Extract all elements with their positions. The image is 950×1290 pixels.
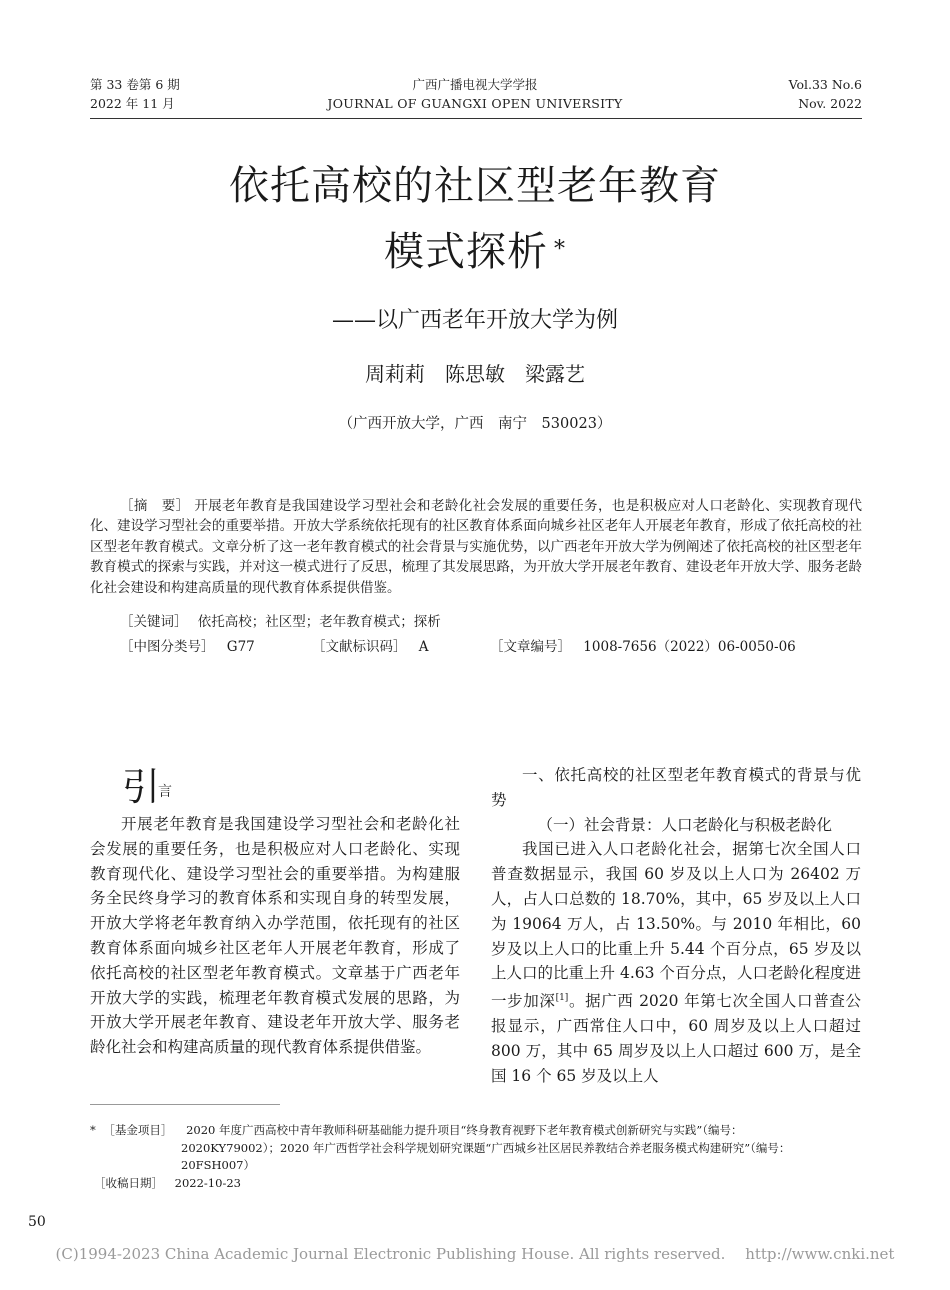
received-line <box>90 1175 862 1193</box>
section1-text-b: 。据广西 2020 年第七次全国人口普查公报显示，广西常住人口中，60 周岁及以上人口超过 800 万，其中 65 周岁及以上人口超过 600 万，是全国 16 个 65 岁及以上人 <box>491 992 861 1085</box>
footnote <box>90 1122 862 1192</box>
keywords-line <box>120 612 441 632</box>
header-date-en: Nov. 2022 <box>798 96 862 111</box>
title-footnote-mark[interactable]: * <box>554 237 566 262</box>
doc-code-line <box>312 637 429 657</box>
subtitle: ——以广西老年开放大学为例 <box>331 308 618 333</box>
authors: 周莉莉 陈思敏 梁露艺 <box>365 362 585 386</box>
copyright-notice: (C)1994-2023 China Academic Journal Electronic Publishing House. All rights reserved. http://www.cnki.net <box>55 1245 895 1263</box>
intro-heading-large: 引 <box>122 765 161 809</box>
footnote-rule <box>90 1104 280 1105</box>
abstract-text: 开展老年教育是我国建设学习型社会和老龄化社会发展的重要任务，也是积极应对人口老龄化、实现教育现代化、建设学习型社会的重要举措。开放大学系统依托现有的社区教育体系面向城乡社区老年人开展老年教育，形成了依托高校的社区型老年教育模式。文章分析了这一老年教育模式的社会背景与实施优势，以广西老年开放大学为例阐述了依托高校的社区型老年教育模式的探索与实践，并对这一模式进行了反思，梳理了其发展思路，为开放大学开展老年教育、建设老年开放大学、服务老龄化社会建设和构建高质量的现代教育体系提供借鉴。 <box>90 498 863 596</box>
journal-name-cn: 广西广播电视大学学报 <box>412 77 538 92</box>
received-date: 2022-10-23 <box>174 1175 241 1190</box>
journal-name-en: JOURNAL OF GUANGXI OPEN UNIVERSITY <box>327 96 623 111</box>
header-volume-en: Vol.33 No.6 <box>788 77 862 92</box>
section1-paragraph <box>491 837 861 1088</box>
clc-value: G77 <box>226 639 255 655</box>
header-volume: 第 33 卷第 6 期 <box>90 77 180 92</box>
section1-text-a: 我国已进入人口老龄化社会，据第七次全国人口普查数据显示，我国 60 岁及以上人口为 26402 万人，占人口总数的 18.70%，其中，65 岁及以上人口为 19064 万人，占 13.50%。与 2010 年相比，60 岁及以上人口的比重上升 5.44 个百分点，65 岁及以上人口的比重上升 4.63 个百分点，人口老龄化程度进一步加深 <box>491 840 861 1011</box>
doc-code-value: A <box>418 639 429 655</box>
fund-text-2: 2020KY79002）；2020 年广西哲学社会科学规划研究课题“广西城乡社区居民养教结合养老服务模式构建研究”（编号： <box>181 1140 791 1155</box>
header-issue-en <box>789 75 862 113</box>
abstract-label: ［摘 要］ <box>120 498 190 514</box>
fund-label: ［基金项目］ <box>103 1123 173 1137</box>
fund-line-1 <box>90 1122 862 1140</box>
article-number-label: ［文章编号］ <box>490 639 571 655</box>
title-line-2 <box>0 224 950 280</box>
footnote-mark: * <box>90 1123 96 1137</box>
section1-subheading: （一）社会背景：人口老龄化与积极老龄化 <box>537 815 833 834</box>
abstract <box>90 496 862 598</box>
fund-text-1: 2020 年度广西高校中青年教师科研基础能力提升项目“终身教育视野下老年教育模式创新研究与实践”（编号： <box>186 1123 743 1137</box>
received-label: ［收稿日期］ <box>94 1175 163 1190</box>
article-number-line <box>490 637 796 657</box>
keywords: 依托高校；社区型；老年教育模式；探析 <box>197 614 441 630</box>
affiliation: （广西开放大学，广西 南宁 530023） <box>338 416 612 432</box>
page-number: 50 <box>28 1214 46 1230</box>
title-line-1: 依托高校的社区型老年教育 <box>229 163 721 209</box>
clc-label: ［中图分类号］ <box>120 639 215 655</box>
clc-line <box>120 637 255 657</box>
intro-heading-small: 言 <box>158 784 172 800</box>
header-date: 2022 年 11 月 <box>90 96 175 111</box>
fund-text-3: 20FSH007） <box>181 1158 255 1172</box>
header-rule <box>90 118 862 119</box>
section1-column <box>491 763 861 1089</box>
citation-ref[interactable]: [1] <box>555 993 569 1004</box>
article-number-value: 1008-7656（2022）06-0050-06 <box>583 639 796 655</box>
section1-heading: 一、依托高校的社区型老年教育模式的背景与优势 <box>491 766 861 809</box>
doc-code-label: ［文献标识码］ <box>312 639 407 655</box>
intro-column <box>90 812 460 1060</box>
keywords-label: ［关键词］ <box>120 614 188 630</box>
intro-paragraph: 开展老年教育是我国建设学习型社会和老龄化社会发展的重要任务，也是积极应对人口老龄化、实现教育现代化、建设学习型社会的重要举措。为构建服务全民终身学习的教育体系和实现自身的转型发展，开放大学将老年教育纳入办学范围，依托现有的社区教育体系面向城乡社区老年人开展老年教育，形成了依托高校的社区型老年教育模式。文章基于广西老年开放大学的实践，梳理老年教育模式发展的思路，为开放大学开展老年教育、建设老年开放大学、服务老龄化社会和构建高质量的现代教育体系提供借鉴。 <box>90 815 460 1057</box>
title-text: 模式探析 <box>384 229 548 275</box>
